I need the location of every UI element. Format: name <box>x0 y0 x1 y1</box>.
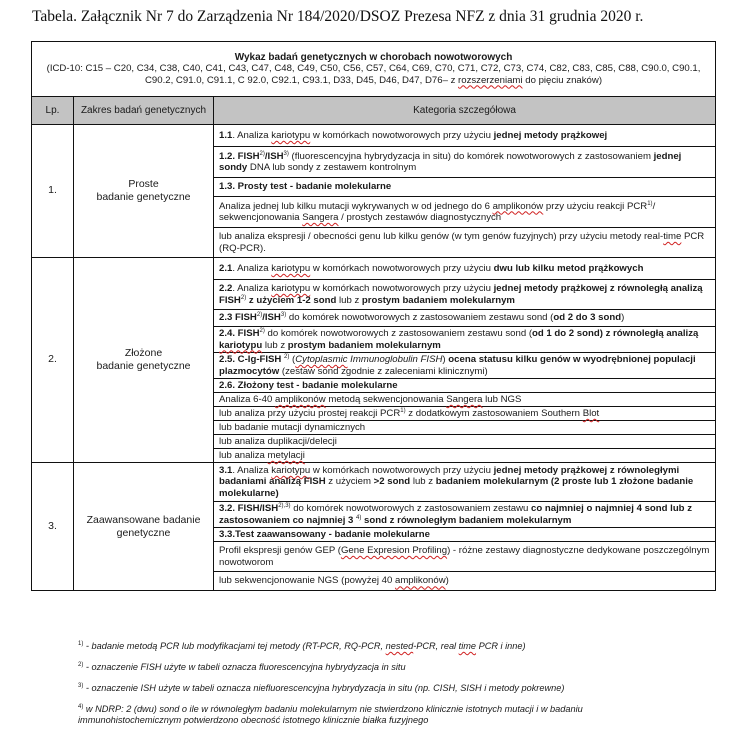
footnotes <box>78 641 678 736</box>
category-subheading: 1.3. Prosty test - badanie molekularne <box>214 178 716 197</box>
column-header-lp: Lp. <box>32 97 74 125</box>
group-number: 2. <box>32 258 74 463</box>
category-cell: 3.2. FISH/$ISH^{2),3)}$ do komórek nowotworowych z zastosowaniem zestawu co najmniej o najmniej 4 sond lub z zastosowaniem co najmniej 3 $^{4)}$ sond z równoległym badaniem molekularnym <box>214 502 716 528</box>
category-cell: Analiza 6-40 amplikonów metodą sekwencjonowania Sangera lub NGS <box>214 393 716 407</box>
category-cell: lub analiza przy użyciu prostej reakcji PCR$^{1)}$ z dodatkowym zastosowaniem Southern Blot <box>214 407 716 421</box>
icd-line-1: (ICD-10: C15 – C20, C34, C38, C40, C41, C43, C47, C48, C49, C50, C56, C57, C64, C69, C70, C71, C72, C73, C74, C82, C83, C85, C88, C90.0, C90.1, <box>46 63 701 75</box>
table-row <box>32 463 716 502</box>
category-cell: Profil ekspresji genów GEP (Gene Expresion Profiling) - różne zestawy diagnostyczne dedykowane poszczególnym nowotworom <box>214 542 716 572</box>
column-header-category: Kategoria szczegółowa <box>214 97 716 125</box>
category-cell: Analiza jednej lub kilku mutacji wykrywanych w od jednego do 6 amplikonów przy użyciu reakcji PCR$^{1)}$/ sekwencjonowania Sangera / prostych zestawów diagnostycznych <box>214 197 716 228</box>
category-cell: lub analiza metylacji <box>214 449 716 463</box>
category-cell: 3.1. Analiza kariotypu w komórkach nowotworowych przy użyciu jednej metody prążkowej z równoległymi badaniami analizą FISH z użyciem >2 sond lub z badaniem molekularnym (2 proste lub 1 złożone badanie molekularne) <box>214 463 716 502</box>
category-subheading: 3.3.Test zaawansowany - badanie molekularne <box>214 528 716 542</box>
document-title: Tabela. Załącznik Nr 7 do Zarządzenia Nr 184/2020/DSOZ Prezesa NFZ z dnia 31 grudnia 2020 r. <box>32 8 644 25</box>
table-row <box>32 125 716 147</box>
group-scope: Złożone badanie genetyczne <box>74 258 214 463</box>
caption-icd-codes: (ICD-10: C15 – C20, C34, C38, C40, C41, C43, C47, C48, C49, C50, C56, C57, C64, C69, C70, C71, C72, C73, C74, C82, C83, C85, C88, C90.0, C90.1, C90.2, C91.0, C91.1, C 92.0, C92.1, C93.1, D33, D45, D46, D47, D76– z rozszerzeniami do pięciu znaków) <box>46 63 701 86</box>
spellcheck-word: rozszerzeniami <box>458 74 523 86</box>
category-cell: 2.3 FISH$^{2)}$/ISH$^{3)}$ do komórek nowotworowych z zastosowaniem zestawu sond (od 2 do 3 sond) <box>214 310 716 327</box>
category-cell: 2.2. Analiza kariotypu w komórkach nowotworowych przy użyciu jednej metody prążkowej z równoległą analizą FISH$^{2)}$ z użyciem 1-2 sond lub z prostym badaniem molekularnym <box>214 280 716 310</box>
category-cell: lub sekwencjonowanie NGS (powyżej 40 amplikonów) <box>214 572 716 591</box>
category-cell: 2.4. FISH$^{2)}$ do komórek nowotworowych z zastosowaniem zestawu sond (od 1 do 2 sond) z równoległą analizą kariotypu lub z prostym badaniem molekularnym <box>214 327 716 353</box>
column-header-scope: Zakres badań genetycznych <box>74 97 214 125</box>
caption-title: Wykaz badań genetycznych w chorobach nowotworowych <box>234 51 513 63</box>
footnote-3: $^{3)}$ - oznaczenie ISH użyte w tabeli oznacza niefluorescencyjna hybrydyzacja in situ (np. CISH, SISH i metody pokrewne) <box>78 682 565 693</box>
category-cell: 1.2. FISH$^{2)}$/ISH$^{3)}$ (fluorescencyjna hybrydyzacja in situ) do komórek nowotworowych z zastosowaniem jednej sondy DNA lub sondy z zestawem kontrolnym <box>214 147 716 178</box>
category-cell: 2.5. C-Ig-FISH $^{2)}$ (Cytoplasmic Immunoglobulin FISH) ocena statusu kilku genów w wyodrębnionej populacji plazmocytów (zestaw sond zgodnie z zaleceniami klinicznymi) <box>214 353 716 379</box>
category-cell: lub analiza ekspresji / obecności genu lub kilku genów (w tym genów fuzyjnych) przy użyciu metody real-time PCR (RQ-PCR). <box>214 228 716 258</box>
group-number: 3. <box>32 463 74 591</box>
category-cell: 2.1. Analiza kariotypu w komórkach nowotworowych przy użyciu dwu lub kilku metod prążkowych <box>214 258 716 280</box>
genetic-tests-table <box>31 41 716 591</box>
category-subheading: 2.6. Złożony test - badanie molekularne <box>214 379 716 393</box>
icd-line-2: C90.2, C91.0, C91.1, C 92.0, C92.1, C93.1, D33, D45, D46, D47, D76– z <box>145 74 459 86</box>
group-scope: Zaawansowane badanie genetyczne <box>74 463 214 591</box>
category-cell: lub badanie mutacji dynamicznych <box>214 421 716 435</box>
table-caption-row <box>32 42 716 97</box>
category-cell: lub analiza duplikacji/delecji <box>214 435 716 449</box>
footnote-2: $^{2)}$ - oznaczenie FISH użyte w tabeli oznacza fluorescencyjna hybrydyzacja in situ <box>78 661 406 672</box>
footnote-4: $^{4)}$ w NDRP: 2 (dwu) sond o ile w równoległym badaniu molekularnym nie stwierdzono klinicznie istotnych mutacji i w badaniu immunohistochemicznym potwierdzono obecność istotnego klinicznie białka fuzyjnego <box>78 703 583 725</box>
category-cell: 1.1. Analiza kariotypu w komórkach nowotworowych przy użyciu jednej metody prążkowej <box>214 125 716 147</box>
group-number: 1. <box>32 125 74 258</box>
table-caption <box>32 42 716 97</box>
group-scope: Proste badanie genetyczne <box>74 125 214 258</box>
footnote-1: $^{1)}$ - badanie metodą PCR lub modyfikacjami tej metody (RT-PCR, RQ-PCR, nested-PCR, real time PCR i inne) <box>78 640 526 651</box>
table-header-row <box>32 97 716 125</box>
table-row <box>32 258 716 280</box>
